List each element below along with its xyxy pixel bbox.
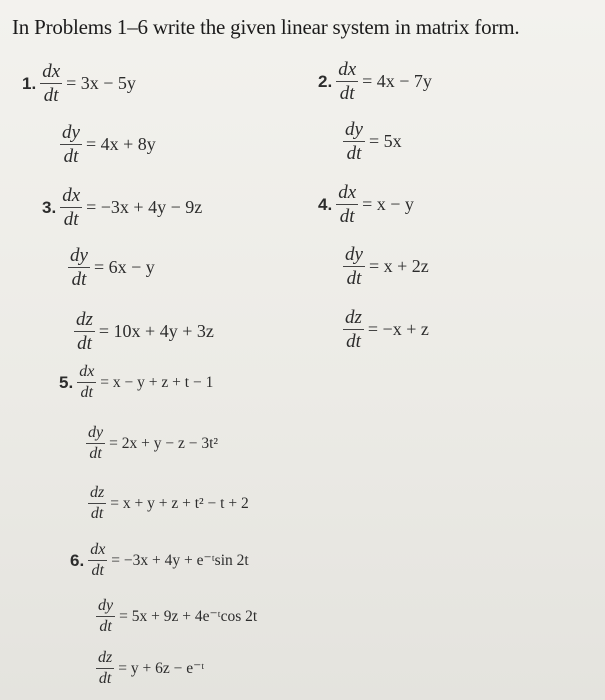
derivative-fraction: $\frac{dx}{dt}$ — [62, 185, 81, 230]
problem-2-eq-1 — [318, 60, 432, 104]
problem-1-eq-2 — [60, 123, 156, 167]
equation-rhs: = 5x + 9z + 4e⁻ᵗcos 2t — [119, 608, 258, 626]
problem-number: 6. — [70, 550, 85, 570]
derivative-fraction: $\frac{dx}{dt}$ — [79, 363, 95, 401]
equation-rhs: = −x + z — [367, 319, 429, 340]
problem-number: 1. — [22, 73, 37, 93]
problem-5-eq-2 — [86, 425, 218, 463]
problem-2-eq-2 — [343, 120, 402, 164]
problem-1-eq-1 — [22, 62, 136, 106]
derivative-fraction: $\frac{dy}{dt}$ — [88, 424, 104, 462]
problem-number: 5. — [59, 372, 74, 392]
equation-rhs: = 4x − 7y — [362, 71, 432, 92]
problem-6-eq-1 — [70, 542, 249, 580]
problem-4-eq-1 — [318, 183, 414, 227]
equation-rhs: = x − y — [362, 194, 414, 215]
problem-6-eq-2 — [96, 598, 257, 636]
derivative-fraction: $\frac{dx}{dt}$ — [338, 59, 357, 104]
derivative-fraction: $\frac{dy}{dt}$ — [345, 244, 363, 289]
problem-3-eq-2 — [68, 246, 155, 290]
problem-6-eq-3 — [96, 650, 204, 688]
problem-3-eq-3 — [74, 310, 214, 354]
equation-rhs: = 3x − 5y — [66, 73, 136, 94]
equation-rhs: = 5x — [368, 131, 402, 152]
equation-rhs: = 4x + 8y — [85, 134, 156, 155]
derivative-fraction: $\frac{dz}{dt}$ — [98, 649, 113, 687]
equation-rhs: = 10x + 4y + 3z — [98, 321, 214, 342]
equation-rhs: = −3x + 4y − 9z — [86, 197, 203, 218]
problem-3-eq-1 — [42, 186, 202, 230]
equation-rhs: = −3x + 4y + e⁻ᵗsin 2t — [111, 552, 249, 570]
problem-5-eq-1 — [59, 364, 213, 402]
problem-number: 4. — [318, 194, 333, 214]
derivative-fraction: $\frac{dx}{dt}$ — [90, 541, 106, 579]
equation-rhs: = y + 6z − e⁻ᵗ — [118, 660, 205, 678]
derivative-fraction: $\frac{dy}{dt}$ — [70, 245, 88, 290]
problem-number: 2. — [318, 71, 333, 91]
equation-rhs: = x + y + z + t² − t + 2 — [110, 494, 249, 512]
derivative-fraction: $\frac{dz}{dt}$ — [90, 484, 105, 522]
problem-5-eq-3 — [88, 485, 249, 523]
derivative-fraction: $\frac{dx}{dt}$ — [338, 182, 357, 227]
derivative-fraction: $\frac{dz}{dt}$ — [345, 307, 362, 352]
problem-4-eq-3 — [343, 308, 429, 352]
derivative-fraction: $\frac{dy}{dt}$ — [98, 597, 114, 635]
derivative-fraction: $\frac{dy}{dt}$ — [62, 122, 80, 167]
derivative-fraction: $\frac{dz}{dt}$ — [76, 309, 93, 354]
derivative-fraction: $\frac{dx}{dt}$ — [42, 61, 61, 106]
equation-rhs: = x − y + z + t − 1 — [100, 373, 214, 391]
derivative-fraction: $\frac{dy}{dt}$ — [345, 119, 363, 164]
equation-rhs: = 2x + y − z − 3t² — [109, 434, 219, 452]
equation-rhs: = 6x − y — [93, 257, 155, 278]
problems-heading: In Problems 1–6 write the given linear system in matrix form. — [12, 15, 520, 39]
problem-number: 3. — [42, 197, 57, 217]
equation-rhs: = x + 2z — [368, 256, 429, 277]
problem-4-eq-2 — [343, 245, 429, 289]
